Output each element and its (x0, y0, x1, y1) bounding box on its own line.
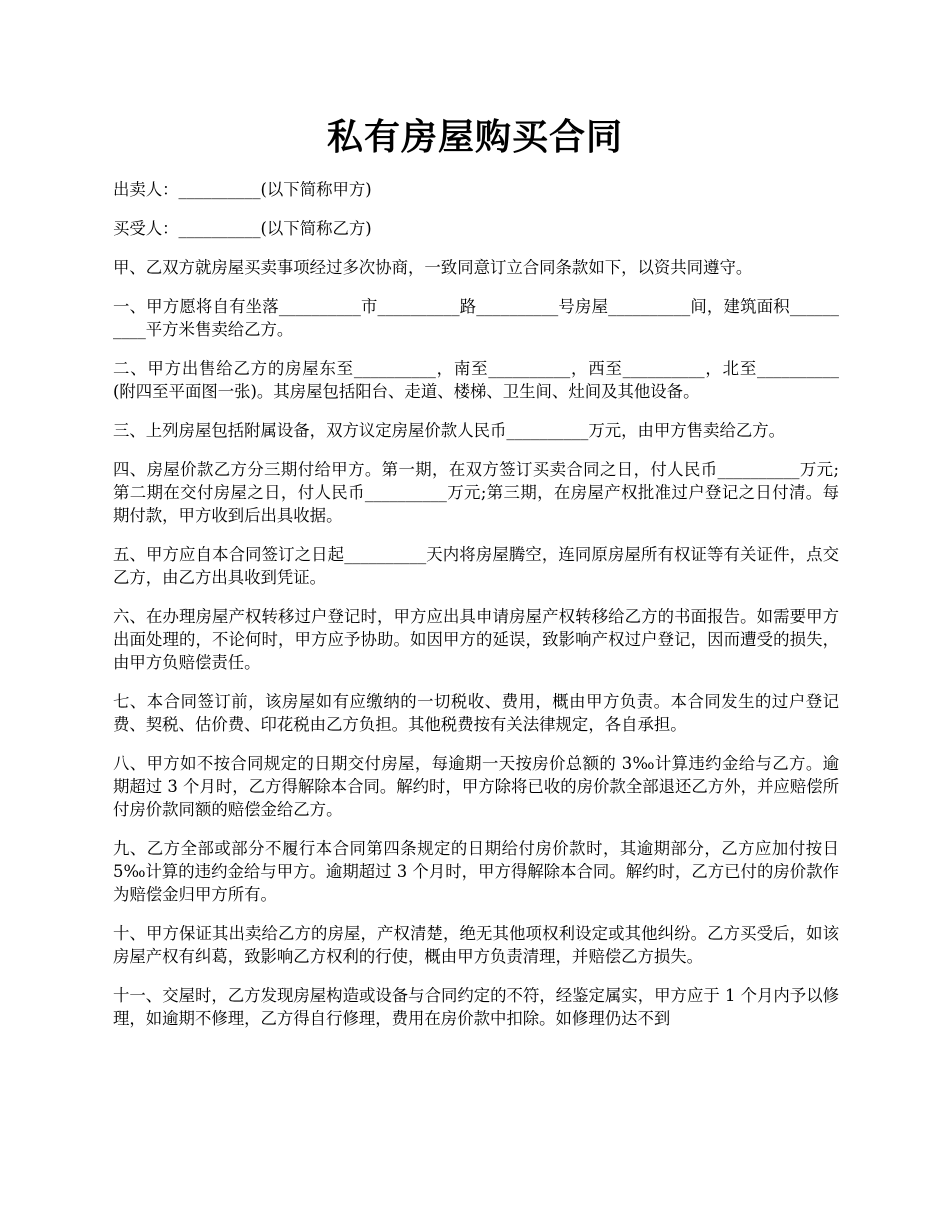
clause-4: 四、房屋价款乙方分三期付给甲方。第一期，在双方签订买卖合同之日，付人民币__________万元;第二期在交付房屋之日，付人民币__________万元;第三期，在房屋产权批准过户登记之日付清。每期付款，甲方收到后出具收据。 (113, 460, 839, 525)
clause-7: 七、本合同签订前，该房屋如有应缴纳的一切税收、费用，概由甲方负责。本合同发生的过户登记费、契税、估价费、印花税由乙方负担。其他税费按有关法律规定，各自承担。 (113, 692, 839, 734)
clause-2: 二、甲方出售给乙方的房屋东至__________，南至__________，西至__________，北至__________(附四至平面图一张)。其房屋包括阳台、走道、楼梯、卫生间、灶间及其他设备。 (113, 359, 839, 401)
clause-10: 十、甲方保证其出卖给乙方的房屋，产权清楚，绝无其他项权利设定或其他纠纷。乙方买受后，如该房屋产权有纠葛，致影响乙方权利的行使，概由甲方负责清理，并赔偿乙方损失。 (113, 924, 839, 966)
preamble-paragraph: 甲、乙双方就房屋买卖事项经过多次协商，一致同意订立合同条款如下，以资共同遵守。 (113, 258, 753, 277)
buyer-line: 买受人：__________(以下简称乙方) (113, 219, 372, 238)
clause-1: 一、甲方愿将自有坐落__________市__________路__________号房屋__________间，建筑面积__________平方米售卖给乙方。 (113, 297, 839, 339)
clause-11: 十一、交屋时，乙方发现房屋构造或设备与合同约定的不符，经鉴定属实，甲方应于 1 个月内予以修理，如逾期不修理，乙方得自行修理，费用在房价款中扣除。如修理仍达不到 (113, 986, 839, 1028)
clause-8: 八、甲方如不按合同规定的日期交付房屋，每逾期一天按房价总额的 3‰计算违约金给与乙方。逾期超过 3 个月时，乙方得解除本合同。解约时，甲方除将已收的房价款全部退还乙方外，并应赔偿所付房价款同额的赔偿金给乙方。 (113, 754, 839, 819)
clause-6: 六、在办理房屋产权转移过户登记时，甲方应出具申请房屋产权转移给乙方的书面报告。如需要甲方出面处理的，不论何时，甲方应予协助。如因甲方的延误，致影响产权过户登记，因而遭受的损失，由甲方负赔偿责任。 (113, 607, 839, 672)
document-body (113, 178, 839, 1046)
clause-5: 五、甲方应自本合同签订之日起__________天内将房屋腾空，连同原房屋所有权证等有关证件，点交乙方，由乙方出具收到凭证。 (113, 545, 839, 587)
clause-9: 九、乙方全部或部分不履行本合同第四条规定的日期给付房价款时，其逾期部分，乙方应加付按日 5‰计算的违约金给与甲方。逾期超过 3 个月时，甲方得解除本合同。解约时，乙方已付的房价款作为赔偿金归甲方所有。 (113, 839, 839, 904)
clause-3: 三、上列房屋包括附属设备，双方议定房屋价款人民币__________万元，由甲方售卖给乙方。 (113, 421, 786, 440)
seller-line: 出卖人：__________(以下简称甲方) (113, 180, 372, 199)
document-title: 私有房屋购买合同 (326, 116, 623, 158)
